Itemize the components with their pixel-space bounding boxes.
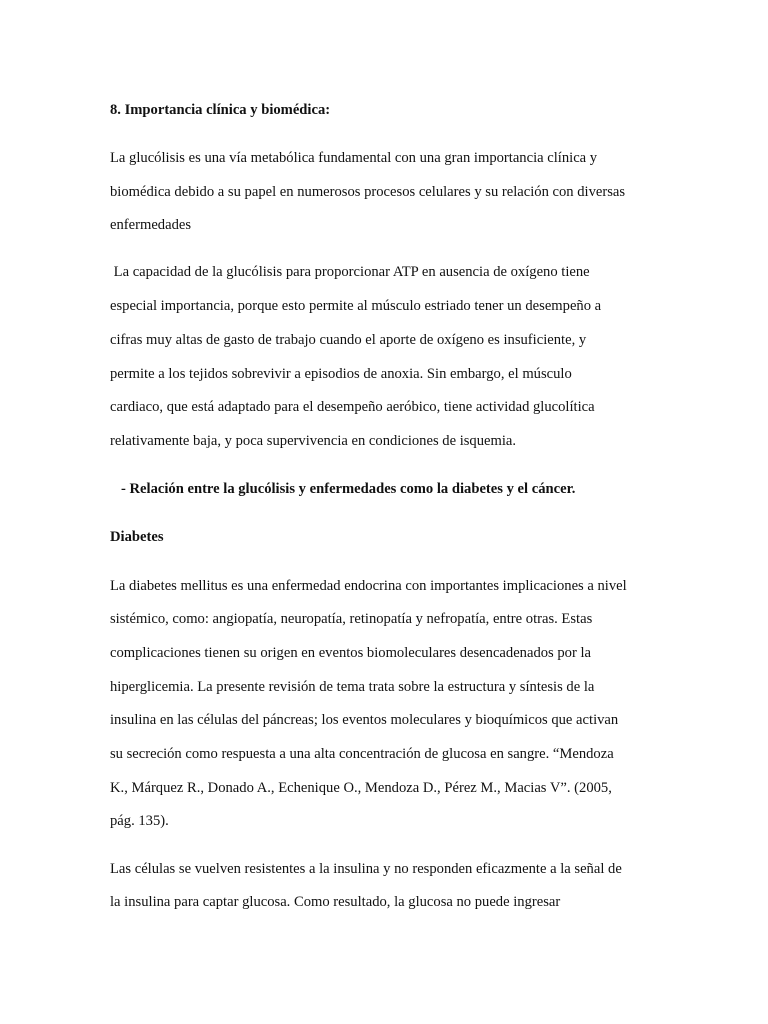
- paragraph-2-line: especial importancia, porque esto permite al músculo estriado tener un desempeño a: [110, 298, 602, 314]
- paragraph-1-line: La glucólisis es una vía metabólica fundamental con una gran importancia clínica y: [110, 150, 598, 166]
- relation-subheading: - Relación entre la glucólisis y enfermedades como la diabetes y el cáncer.: [121, 481, 576, 497]
- paragraph-1-line: biomédica debido a su papel en numerosos procesos celulares y su relación con diversas: [110, 184, 626, 200]
- paragraph-3-line: insulina en las células del páncreas; los eventos moleculares y bioquímicos que activan: [110, 712, 619, 728]
- paragraph-3-line: sistémico, como: angiopatía, neuropatía, retinopatía y nefropatía, entre otras. Estas: [110, 611, 593, 627]
- paragraph-2-line: La capacidad de la glucólisis para proporcionar ATP en ausencia de oxígeno tiene: [110, 264, 590, 280]
- paragraph-1-line: enfermedades: [110, 217, 192, 233]
- paragraph-4-line: Las células se vuelven resistentes a la insulina y no responden eficazmente a la señal de: [110, 861, 622, 877]
- paragraph-3-line: complicaciones tienen su origen en eventos biomoleculares desencadenados por la: [110, 645, 592, 661]
- section-heading: 8. Importancia clínica y biomédica:: [110, 102, 331, 118]
- paragraph-2-line: permite a los tejidos sobrevivir a episodios de anoxia. Sin embargo, el músculo: [110, 366, 572, 382]
- paragraph-3-line: K., Márquez R., Donado A., Echenique O., Mendoza D., Pérez M., Macias V”. (2005,: [110, 780, 612, 796]
- diabetes-subheading: Diabetes: [110, 529, 164, 545]
- paragraph-3-line: su secreción como respuesta a una alta concentración de glucosa en sangre. “Mendoza: [110, 746, 614, 762]
- paragraph-4-line: la insulina para captar glucosa. Como resultado, la glucosa no puede ingresar: [110, 894, 561, 910]
- paragraph-2-line: cifras muy altas de gasto de trabajo cuando el aporte de oxígeno es insuficiente, y: [110, 332, 587, 348]
- paragraph-2-line: relativamente baja, y poca supervivencia en condiciones de isquemia.: [110, 433, 517, 449]
- paragraph-3-line: hiperglicemia. La presente revisión de tema trata sobre la estructura y síntesis de la: [110, 679, 595, 695]
- paragraph-3-line: La diabetes mellitus es una enfermedad endocrina con importantes implicaciones a nivel: [110, 578, 627, 594]
- paragraph-2-line: cardiaco, que está adaptado para el desempeño aeróbico, tiene actividad glucolítica: [110, 399, 595, 415]
- paragraph-3-line: pág. 135).: [110, 813, 169, 829]
